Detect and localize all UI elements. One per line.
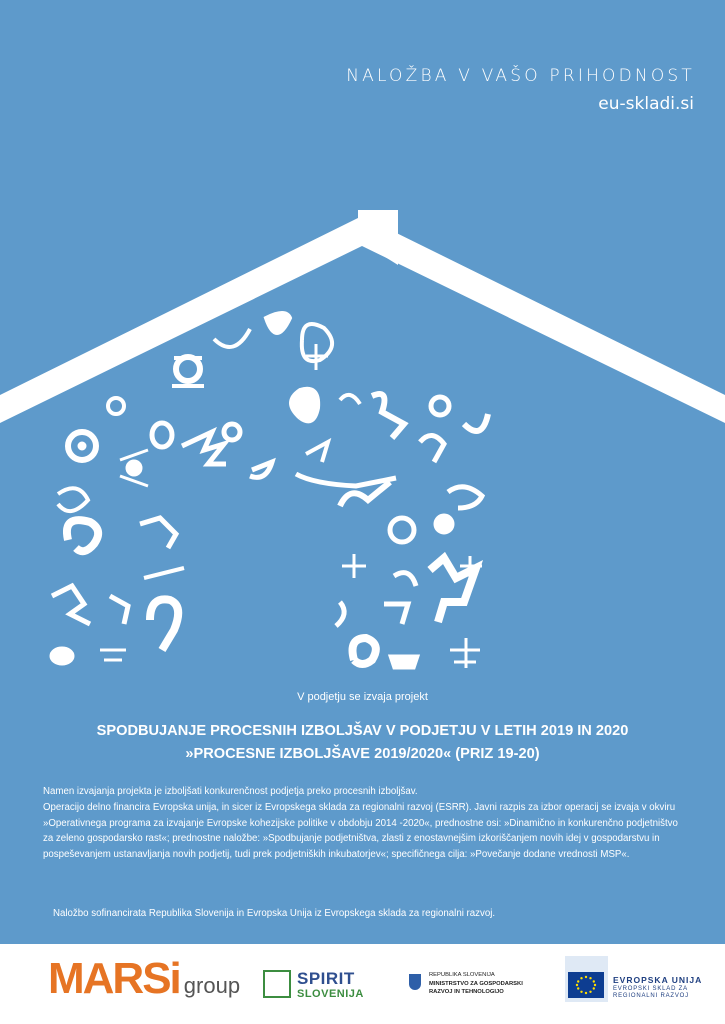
- description-paragraph-1: Namen izvajanja projekta je izboljšati konkurenčnost podjetja preko procesnih izboljšav.: [43, 786, 418, 797]
- marsi-logo-wordmark: MARSi: [48, 954, 180, 1003]
- tagline: NALOŽBA V VAŠO PRIHODNOST: [346, 66, 695, 86]
- spirit-logo-line2: SLOVENIJA: [297, 988, 364, 1000]
- description-paragraph-2: Operacijo delno financira Evropska unija, in sicer iz Evropskega sklada za regionalni razvoj (ESRR). Javni razpis za izbor operacij se izvaja v okviru »Operativnega programa za izvajanje Evropske kohezijske politike v obdobju 2014 -2020«, prednostne osi: »Dinamično in konkurenčno podjetništvo za zeleno gospodarsko rast«; prednostne naložbe: »Spodbujanje podjetništva, zlasti z enostavnejšim izkoriščanjem novih idej v gospodarstvu in pospeševanjem ustanavljanja novih podjetij, tudi prek podjetniških inkubatorjev«; specifičnega cilja: »Povečanje dodane vrednosti MSP«.: [43, 801, 678, 861]
- eu-logo-line2: EVROPSKI SKLAD ZA REGIONALNI RAZVOJ: [613, 986, 689, 999]
- project-intro: V podjetju se izvaja projekt: [297, 691, 428, 703]
- project-title: [0, 720, 725, 766]
- cofinancing-note: Naložbo sofinancirata Republika Slovenija in Evropska Unija iz Evropskega sklada za regionalni razvoj.: [53, 908, 496, 919]
- spirit-slovenija-logo: [263, 966, 373, 1006]
- ministry-logo-line1: REPUBLIKA SLOVENIJA: [429, 972, 495, 978]
- marsi-group-logo: [48, 954, 240, 1004]
- eu-logo: [565, 956, 705, 1008]
- eu-flag-icon: [568, 972, 604, 998]
- house-roof: [0, 216, 725, 423]
- house-chimney: [358, 210, 398, 265]
- logo-footer: [0, 944, 725, 1024]
- slovenia-crest-icon: [409, 974, 421, 990]
- project-title-line2: »PROCESNE IZBOLJŠAVE 2019/2020« (PRIZ 19-20): [185, 746, 540, 762]
- spirit-logo-line1: SPIRIT: [297, 969, 355, 988]
- project-description: [43, 784, 685, 863]
- ministry-logo-line2: MINISTRSTVO ZA GOSPODARSKI RAZVOJ IN TEHNOLOGIJO: [429, 981, 523, 995]
- website-link[interactable]: eu-skladi.si: [598, 94, 694, 114]
- spirit-chart-icon: [263, 970, 291, 998]
- eu-logo-line1: EVROPSKA UNIJA: [613, 975, 703, 985]
- marsi-logo-group: group: [183, 973, 241, 998]
- house-illustration: [0, 210, 725, 690]
- project-title-line1: SPODBUJANJE PROCESNIH IZBOLJŠAV V PODJETJU V LETIH 2019 IN 2020: [96, 723, 629, 739]
